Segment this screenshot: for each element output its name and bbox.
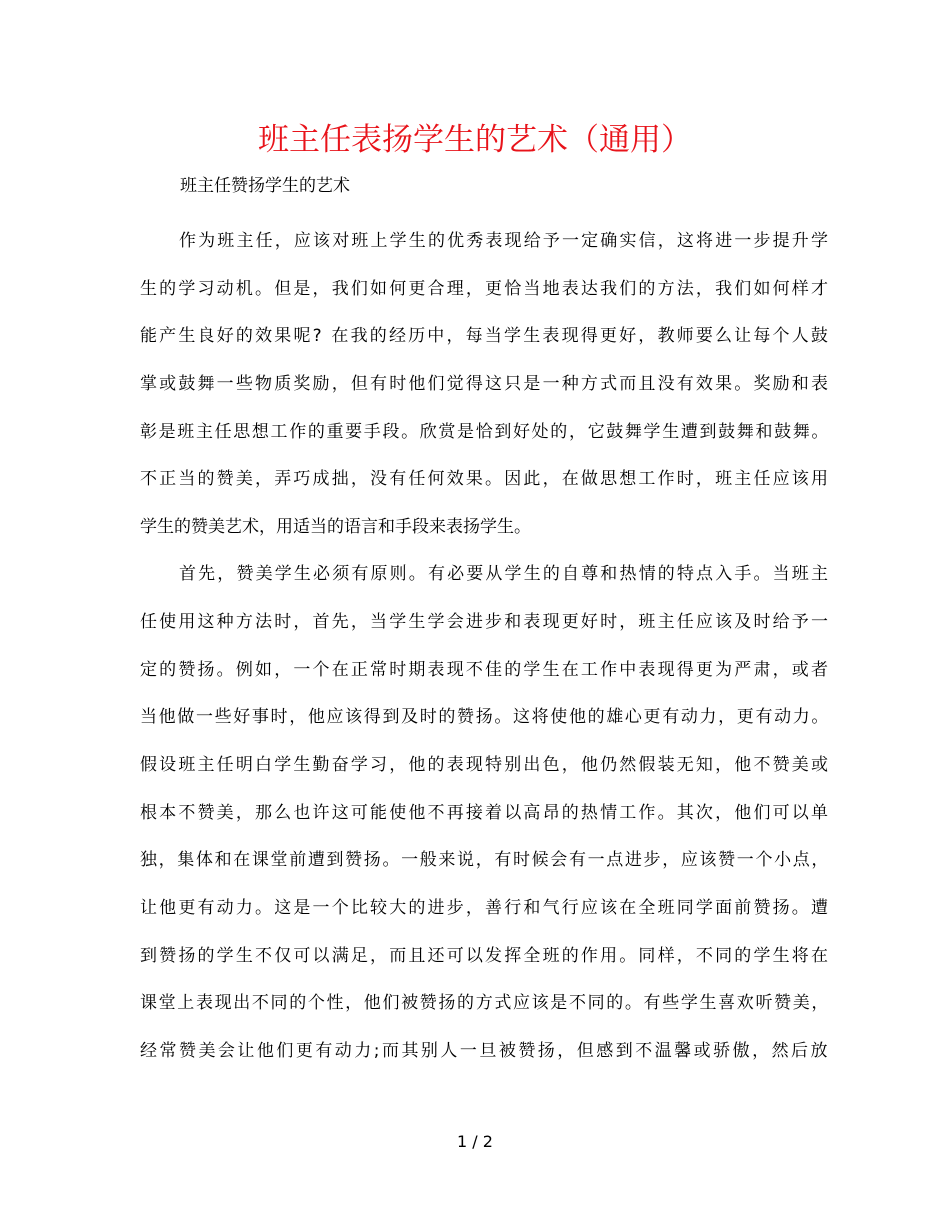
- body-line: 根本不赞美，那么也许这可能使他不再接着以高昂的热情工作。其次，他们可以单: [140, 802, 831, 823]
- body-line: 首先，赞美学生必须有原则。有必要从学生的自尊和热情的特点入手。当班主: [179, 564, 831, 585]
- body-line: 不正当的赞美，弄巧成拙，没有任何效果。因此，在做思想工作时，班主任应该用: [140, 469, 831, 490]
- body-line: 定的赞扬。例如，一个在正常时期表现不佳的学生在工作中表现得更为严肃，或者: [140, 659, 831, 680]
- body-line: 能产生良好的效果呢? 在我的经历中，每当学生表现得更好，教师要么让每个人鼓: [140, 326, 831, 347]
- body-line: 生的学习动机。但是，我们如何更合理，更恰当地表达我们的方法，我们如何样才: [140, 278, 831, 299]
- body-line: 独，集体和在课堂前遭到赞扬。一般来说，有时候会有一点进步，应该赞一个小点，: [140, 850, 831, 871]
- document-title: 班主任表扬学生的艺术（通用）: [258, 122, 692, 158]
- body-line: 让他更有动力。这是一个比较大的进步，善行和气行应该在全班同学面前赞扬。遭: [140, 897, 831, 918]
- body-line: 假设班主任明白学生勤奋学习，他的表现特别出色，他仍然假装无知，他不赞美或: [140, 755, 831, 776]
- body-line: 当他做一些好事时，他应该得到及时的赞扬。这将使他的雄心更有动力，更有动力。: [140, 707, 831, 728]
- body-line: 学生的赞美艺术，用适当的语言和手段来表扬学生。: [140, 516, 531, 537]
- body-line: 到赞扬的学生不仅可以满足，而且还可以发挥全班的作用。同样，不同的学生将在: [140, 945, 831, 966]
- document-subtitle: 班主任赞扬学生的艺术: [180, 176, 350, 196]
- body-line: 任使用这种方法时，首先，当学生学会进步和表现更好时，班主任应该及时给予一: [140, 612, 831, 633]
- page-number: 1 / 2: [457, 1132, 493, 1151]
- body-line: 经常赞美会让他们更有动力;而其别人一旦被赞扬，但感到不温馨或骄傲，然后放: [140, 1040, 831, 1061]
- body-line: 作为班主任，应该对班上学生的优秀表现给予一定确实信，这将进一步提升学: [179, 231, 831, 251]
- body-line: 课堂上表现出不同的个性，他们被赞扬的方式应该是不同的。有些学生喜欢听赞美，: [140, 993, 831, 1014]
- body-line: 掌或鼓舞一些物质奖励，但有时他们觉得这只是一种方式而且没有效果。奖励和表: [140, 373, 831, 394]
- document-body: [140, 226, 830, 1084]
- body-line: 彰是班主任思想工作的重要手段。欣赏是恰到好处的，它鼓舞学生遭到鼓舞和鼓舞。: [140, 421, 831, 442]
